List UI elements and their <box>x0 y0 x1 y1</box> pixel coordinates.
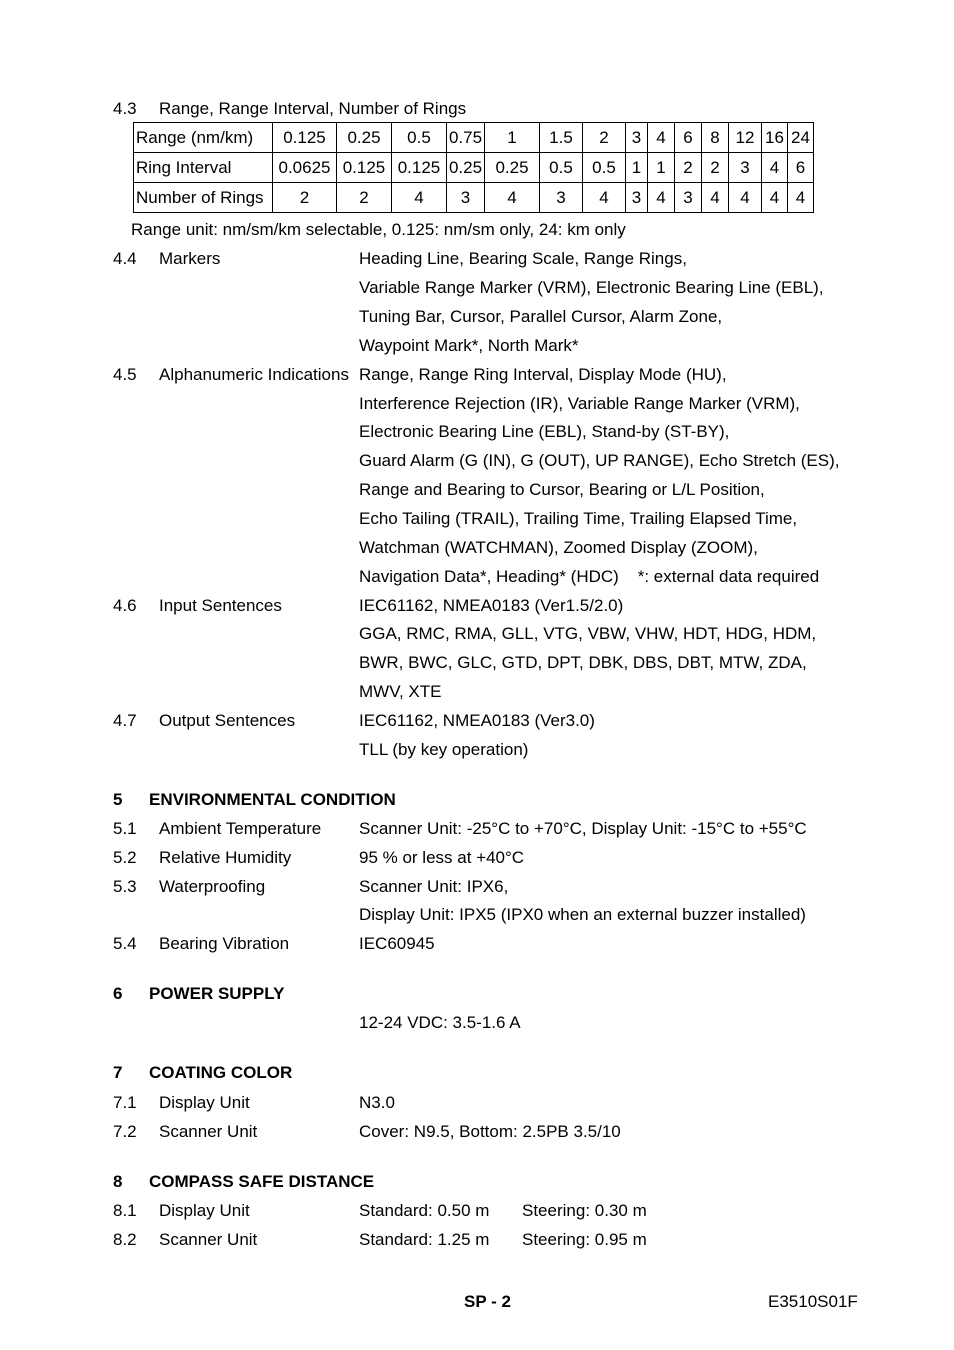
section-number: 8.2 <box>113 1230 137 1249</box>
table-cell: 6 <box>675 123 702 153</box>
table-cell: 3 <box>675 183 702 213</box>
table-cell: 4 <box>788 183 814 213</box>
table-row <box>134 153 814 183</box>
table-cell: 0.0625 <box>273 153 337 183</box>
section-number: 5.2 <box>113 848 137 867</box>
table-note: Range unit: nm/sm/km selectable, 0.125: nm/sm only, 24: km only <box>131 220 626 239</box>
table-cell: 4 <box>648 123 675 153</box>
table-cell: 1.5 <box>540 123 583 153</box>
table-cell: 12 <box>729 123 762 153</box>
table-cell: 3 <box>626 123 648 153</box>
section-value: 12-24 VDC: 3.5-1.6 A <box>359 1013 521 1032</box>
section-label: Ambient Temperature <box>159 819 322 838</box>
section-value: Cover: N9.5, Bottom: 2.5PB 3.5/10 <box>359 1122 621 1141</box>
table-cell: 24 <box>788 123 814 153</box>
table-cell: 8 <box>702 123 729 153</box>
section-label: Output Sentences <box>159 711 296 730</box>
table-cell: 2 <box>583 123 626 153</box>
steering-distance: Steering: 0.30 m <box>522 1201 647 1220</box>
section-label: Alphanumeric Indications <box>159 365 349 384</box>
table-cell: 0.25 <box>447 153 485 183</box>
table-cell: 2 <box>273 183 337 213</box>
row-header: Range (nm/km) <box>134 123 273 153</box>
table-cell: 1 <box>485 123 540 153</box>
section-value: Scanner Unit: IPX6, <box>359 877 509 896</box>
table-cell: 4 <box>392 183 447 213</box>
table-cell: 6 <box>788 153 814 183</box>
table-cell: 0.25 <box>337 123 392 153</box>
section-value: Waypoint Mark*, North Mark* <box>359 336 579 355</box>
section-title: Range, Range Interval, Number of Rings <box>159 99 467 118</box>
section-value: Range and Bearing to Cursor, Bearing or L/L Position, <box>359 480 765 499</box>
table-cell: 4 <box>648 183 675 213</box>
section-value: GGA, RMC, RMA, GLL, VTG, VBW, VHW, HDT, HDG, HDM, <box>359 624 817 643</box>
table-cell: 0.25 <box>485 153 540 183</box>
section-label: Scanner Unit <box>159 1230 258 1249</box>
row-header: Ring Interval <box>134 153 273 183</box>
table-cell: 0.125 <box>392 153 447 183</box>
section-number: 5.1 <box>113 819 137 838</box>
section-label: Bearing Vibration <box>159 934 290 953</box>
table-cell: 0.125 <box>337 153 392 183</box>
table-cell: 4 <box>762 153 788 183</box>
section-label: Scanner Unit <box>159 1122 258 1141</box>
section-number: 4.3 <box>113 99 137 118</box>
section-value: Display Unit: IPX5 (IPX0 when an external buzzer installed) <box>359 905 806 924</box>
section-heading: ENVIRONMENTAL CONDITION <box>149 790 396 809</box>
section-number: 7.2 <box>113 1122 137 1141</box>
section-label: Waterproofing <box>159 877 266 896</box>
section-value: Heading Line, Bearing Scale, Range Rings, <box>359 249 687 268</box>
table-cell: 4 <box>485 183 540 213</box>
section-value: N3.0 <box>359 1093 395 1112</box>
section-value: Interference Rejection (IR), Variable Range Marker (VRM), <box>359 394 800 413</box>
section-heading: COATING COLOR <box>149 1063 293 1082</box>
section-heading-number: 5 <box>113 790 123 809</box>
table-cell: 3 <box>626 183 648 213</box>
section-number: 4.5 <box>113 365 137 384</box>
table-cell: 0.5 <box>583 153 626 183</box>
table-cell: 2 <box>675 153 702 183</box>
standard-distance: Standard: 1.25 m <box>359 1230 490 1249</box>
section-value: IEC60945 <box>359 934 435 953</box>
section-heading: COMPASS SAFE DISTANCE <box>149 1172 375 1191</box>
section-label: Display Unit <box>159 1201 250 1220</box>
section-value: BWR, BWC, GLC, GTD, DPT, DBK, DBS, DBT, MTW, ZDA, <box>359 653 807 672</box>
section-label: Display Unit <box>159 1093 250 1112</box>
table-cell: 2 <box>337 183 392 213</box>
table-cell: 4 <box>729 183 762 213</box>
section-value: Scanner Unit: -25°C to +70°C, Display Unit: -15°C to +55°C <box>359 819 807 838</box>
section-value: Navigation Data*, Heading* (HDC) *: external data required <box>359 567 820 586</box>
section-value: IEC61162, NMEA0183 (Ver3.0) <box>359 711 595 730</box>
section-number: 5.3 <box>113 877 137 896</box>
section-label: Relative Humidity <box>159 848 292 867</box>
document-code: E3510S01F <box>768 1292 858 1311</box>
section-number: 4.7 <box>113 711 137 730</box>
section-number: 7.1 <box>113 1093 137 1112</box>
table-cell: 16 <box>762 123 788 153</box>
section-number: 8.1 <box>113 1201 137 1220</box>
table-cell: 1 <box>626 153 648 183</box>
table-row <box>134 183 814 213</box>
section-heading: POWER SUPPLY <box>149 984 285 1003</box>
table-cell: 4 <box>702 183 729 213</box>
table-cell: 0.5 <box>392 123 447 153</box>
section-value: Tuning Bar, Cursor, Parallel Cursor, Alarm Zone, <box>359 307 723 326</box>
section-value: Electronic Bearing Line (EBL), Stand-by (ST-BY), <box>359 422 730 441</box>
section-label: Input Sentences <box>159 596 282 615</box>
section-number: 5.4 <box>113 934 137 953</box>
standard-distance: Standard: 0.50 m <box>359 1201 490 1220</box>
page-number: SP - 2 <box>464 1292 511 1311</box>
table-cell: 0.75 <box>447 123 485 153</box>
table-cell: 3 <box>729 153 762 183</box>
section-heading-number: 8 <box>113 1172 123 1191</box>
section-number: 4.4 <box>113 249 137 268</box>
section-value: MWV, XTE <box>359 682 442 701</box>
table-cell: 2 <box>702 153 729 183</box>
table-cell: 4 <box>583 183 626 213</box>
table-cell: 0.125 <box>273 123 337 153</box>
section-value: IEC61162, NMEA0183 (Ver1.5/2.0) <box>359 596 624 615</box>
section-value: Watchman (WATCHMAN), Zoomed Display (ZOOM), <box>359 538 758 557</box>
table-cell: 3 <box>447 183 485 213</box>
section-heading-number: 6 <box>113 984 123 1003</box>
steering-distance: Steering: 0.95 m <box>522 1230 647 1249</box>
table-cell: 3 <box>540 183 583 213</box>
section-label: Markers <box>159 249 221 268</box>
section-value: Guard Alarm (G (IN), G (OUT), UP RANGE), Echo Stretch (ES), <box>359 451 840 470</box>
row-header: Number of Rings <box>134 183 273 213</box>
section-value: 95 % or less at +40°C <box>359 848 525 867</box>
section-number: 4.6 <box>113 596 137 615</box>
section-heading-number: 7 <box>113 1063 123 1082</box>
section-value: Variable Range Marker (VRM), Electronic Bearing Line (EBL), <box>359 278 824 297</box>
table-cell: 4 <box>762 183 788 213</box>
table-cell: 1 <box>648 153 675 183</box>
section-value: Range, Range Ring Interval, Display Mode (HU), <box>359 365 727 384</box>
section-value: Echo Tailing (TRAIL), Trailing Time, Trailing Elapsed Time, <box>359 509 798 528</box>
table-row <box>134 123 814 153</box>
table-cell: 0.5 <box>540 153 583 183</box>
range-table <box>133 122 814 213</box>
section-value: TLL (by key operation) <box>359 740 529 759</box>
